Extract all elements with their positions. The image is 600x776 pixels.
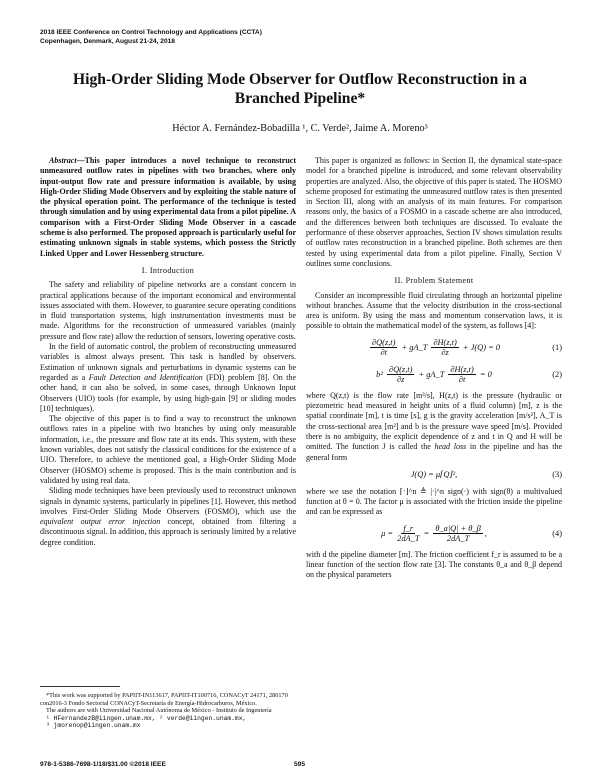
equation-number: (2) [552,369,562,379]
fraction: $\frac{\partial Q(z,t)}{\partial t}$ [371,338,396,358]
equation-3: J(Q) = μ⌈Q⌋², (3) [410,469,562,479]
conference-header [40,28,440,46]
funding-note: *This work was supported by PAPIIT-IN113617, PAPIIT-IT100716, CONACyT 24171, 280170 con2016-3 Fondo Sectorial CONACyT-Secretaría de Energía-Hidrocarburos, México. [40,692,288,707]
organization-paragraph: This paper is organized as follows: in Section II, the dynamical state-space model for a branched pipeline is introduced, and some relevant observability properties are analyzed. Also, the objective of this paper is stated. The HOSMO scheme proposed for estimating the unmeasured outflow rates is then presented in Section III, along with an analysis of its main features. For comparison reasons only, the basics of a FOSMO in a cascade scheme are also introduced, and the differences between both techniques are discussed. To evaluate the performance of these observer approaches, Section IV shows simulation results of outflow rates reconstruction in a branched pipeline. Both schemes are then tested by using experimental data from a pilot pipeline. Finally, Section V outlines some conclusions. [306,156,562,268]
fraction: $\frac{\partial Q(z,t)}{\partial z}$ [388,365,413,385]
abstract-text: This paper introduces a novel technique to reconstruct unmeasured outflow rates in pipelines with two branches, where only input-output flow rate and pressure information is available, by using High-Order Sliding Mode Observers and by exploiting the stable nature of the physical operation point. The performance of the technique is tested through simulation and by using experimental data from a pilot pipeline. A comparison with a First-Order Sliding Mode Observer in a cascade scheme is also performed. The proposed approach is particularly useful for estimating unknown signals in stable systems, which possess the Strictly Linked Upper and Lower Hessenberg structure. [40,156,296,258]
equation-4: μ = $\frac{f\_r}{2dA\_T}$ = $\frac{\theta\_a|Q| + \theta\_\beta}{2dA\_T}$ , (4) [381,524,562,544]
section-title: Introduction [149,265,195,275]
intro-p4-emphasis: equivalent output error injection [40,517,161,527]
fraction: $\frac{\theta\_a|Q| + \theta\_\beta}{2dA\_T}$ [435,524,481,544]
author-list: Héctor A. Fernández-Bobadilla ¹, C. Verde², Jaime A. Moreno³ [172,123,428,134]
equation-number: (3) [552,469,562,479]
affiliation-note: The authors are with Universidad Nacional Autónoma de México - Instituto de Ingeniería [46,707,272,715]
section-number: I. [141,265,148,275]
abstract-dash: — [76,156,85,165]
equation-2: b² $\frac{\partial Q(z,t)}{\partial z}$ + gA_T $\frac{\partial H(z,t)}{\partial t}$ = 0 (2) [376,365,562,385]
page-number: 595 [294,761,306,768]
intro-p2-text-b: (FDI) problem [8]. On the other hand, it can also be solved, in some cases, through Unknown Input Observers (UIO) tools (for example, by using high-gain [9] or sliding modes [10] techniques). [40,372,296,413]
equation-number: (1) [552,342,562,352]
copyright-footer: 978-1-5386-7698-1/18/$31.00 ©2018 IEEE [40,761,166,768]
intro-p4-text-b: concept, obtained from filtering a discontinuous signal. In addition, this approach is seriously limited by a relative degree condition. [40,517,296,547]
intro-paragraph-1: The safety and reliability of pipeline networks are a constant concern in practical applications because of the important economical and environmental issues associated with them. However, to guarantee secure operating conditions in fluid transportation systems, high instrumentation investments must be made. Algorithms for the reconstruction of unmeasured variables (mainly pressure and flow rate) allow the reduction of sensors, lowering operative costs. [40,280,296,341]
paper-title: High-Order Sliding Mode Observer for Outflow Reconstruction in a Branched Pipeline* [73,71,527,107]
conference-location: Copenhagen, Denmark, August 21-24, 2018 [40,38,175,45]
intro-paragraph-3: The objective of this paper is to find a way to reconstruct the unknown outflows rates in a pipeline with two branches by using only measurable information, i.e., the pressure and flow rate at its ends. This system, with these known variables, does not satisfy the classical conditions for the existence of a UIO. Therefore, to achieve the mentioned goal, a High-Order Sliding Mode Observer (HOSMO) scheme is proposed. This is the main contribution and is validated by using real data. [40,414,296,485]
left-column [40,156,296,548]
author-emails: ¹ HFernandezB@iingen.unam.mx, ² verde@iingen.unam.mx, [46,714,247,722]
intro-p2-text-a: In the field of automatic control, the problem of reconstructing unmeasured variables is almost always present. This task is handled by observers. Estimation of unknown signals and perturbations in dynamic systems can be regarded as a [40,342,296,382]
author-email-3: ³ jmorenop@iingen.unam.mx [46,722,141,730]
friction-paragraph: with d the pipeline diameter [m]. The friction coefficient f_r is assumed to be a linear function of the section flow rate [3]. The constants θ_a and θ_β depend on the physical parameters [306,549,562,580]
footnote-divider [40,686,120,687]
conference-name: 2018 IEEE Conference on Control Technology and Applications (CCTA) [40,29,262,36]
intro-p2-emphasis: Fault Detection and Identification [88,372,203,382]
intro-paragraph-4 [40,486,296,548]
notation-paragraph: where we use the notation ⌈·⌋^n ≜ |·|^n sign(·) with sign(θ) a multivalued function at θ = 0. The factor μ is associated with the friction inside the pipeline and can be expressed as [306,486,562,517]
fraction: $\frac{f\_r}{2dA\_T}$ [397,524,420,544]
equation-number: (4) [552,528,562,538]
variables-paragraph: where Q(z,t) is the flow rate [m³/s], H(z,t) is the pressure (hydraulic or piezometric head measured in height units of a fluid column) [m], z is the spatial coordinate [m], t is time [s], g is the gravity acceleration [m/s²], A_T is the cross-sectional area [m²] and b is the pressure wave speed [m/s]. Provided there is no ambiguity, the explicit dependence of z and t in Q and H will be omitted. The function J is called the head loss in the pipeline and has the general form [306,390,563,462]
head-loss-term: head loss [434,442,467,452]
fraction: $\frac{\partial H(z,t)}{\partial t}$ [450,365,474,385]
section-heading-problem [306,276,562,286]
abstract-lead: Abstract [49,156,77,165]
section-heading-introduction [40,266,296,276]
right-column [306,156,562,581]
equation-1: $\frac{\partial Q(z,t)}{\partial t}$ + gA_T $\frac{\partial H(z,t)}{\partial z}$ + J(Q) = 0 (1) [371,338,562,358]
intro-p4-text-a: Sliding mode techniques have been previously used to reconstruct unknown signals in dynamic systems, particularly in pipelines [1]. However, this method involves First-Order Sliding Mode Observers (FOSMO), which use the [40,486,296,516]
problem-paragraph-1: Consider an incompressible fluid circulating through an horizontal pipeline without branches. Assume that the velocity distribution in the cross-sectional area is uniform. By using the mass and momentum conservation laws, it is possible to obtain the mathematical model of the system, as follows [4]: [306,290,562,331]
intro-paragraph-2 [40,342,296,414]
abstract [40,156,296,259]
fraction: $\frac{\partial H(z,t)}{\partial z}$ [433,338,457,358]
footnote-block [40,686,296,730]
section-number: II. [394,276,404,286]
section-title: Problem Statement [405,276,474,286]
